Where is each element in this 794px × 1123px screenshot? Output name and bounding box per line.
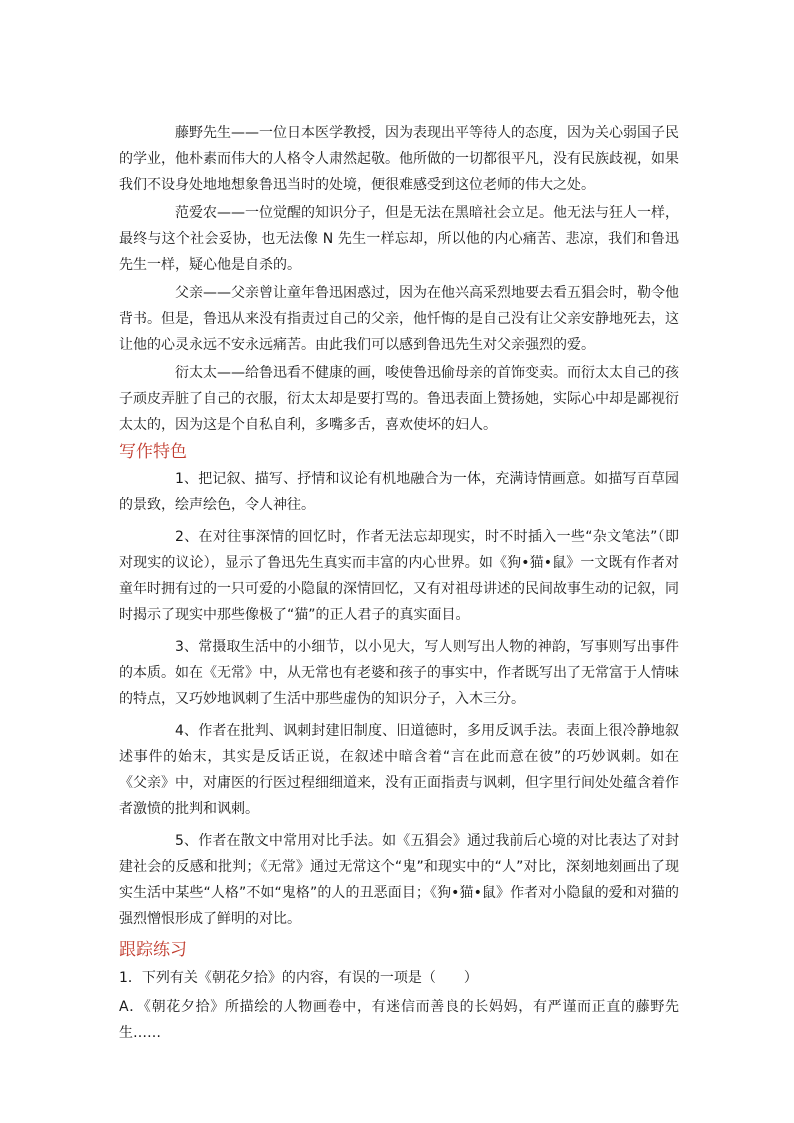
- practice-option-a: A．《朝花夕拾》所描绘的人物画卷中，有迷信而善良的长妈妈，有严谨而正直的藤野先生……: [119, 999, 679, 1041]
- feature-item: 3、常摄取生活中的小细节，以小见大，写人则写出人物的神韵，写事则写出事件的本质。如在《无常》中，从无常也有老婆和孩子的事实中，作者既写出了无常富于人情味的特点，又巧妙地讽刺了生活中那些虚伪的知识分子，入木三分。: [119, 639, 679, 707]
- document-body: [119, 120, 679, 1046]
- feature-item: 2、在对往事深情的回忆时，作者无法忘却现实，时不时插入一些“杂文笔法”（即对现实的议论），显示了鲁迅先生真实而丰富的内心世界。如《狗•猫•鼠》一文既有作者对童年时拥有过的一只可爱的小隐鼠的深情回忆，又有对祖母讲述的民间故事生动的记叙，同时揭示了现实中那些像极了“猫”的正人君子的真实面目。: [119, 529, 679, 623]
- feature-item: 4、作者在批判、讽刺封建旧制度、旧道德时，多用反讽手法。表面上很冷静地叙述事件的始末，其实是反话正说，在叙述中暗含着“言在此而意在彼”的巧妙讽刺。如在《父亲》中，对庸医的行医过程细细道来，没有正面指责与讽刺，但字里行间处处蕴含着作者激愤的批判和讽刺。: [119, 723, 679, 817]
- character-paragraph-fujino: 藤野先生——一位日本医学教授，因为表现出平等待人的态度，因为关心弱国子民的学业，他朴素而伟大的人格令人肃然起敬。他所做的一切都很平凡，没有民族歧视，如果我们不设身处地地想象鲁迅当时的处境，便很难感受到这位老师的伟大之处。: [119, 125, 679, 193]
- character-paragraph-fan-ainong: 范爱农——一位觉醒的知识分子，但是无法在黑暗社会立足。他无法与狂人一样，最终与这个社会妥协，也无法像 N 先生一样忘却，所以他的内心痛苦、悲凉，我们和鲁迅先生一样，疑心他是自杀的。: [119, 205, 679, 273]
- character-paragraph-yan-taitai: 衍太太——给鲁迅看不健康的画，唆使鲁迅偷母亲的首饰变卖。而衍太太自己的孩子顽皮弄脏了自己的衣服，衍太太却是要打骂的。鲁迅表面上赞扬她，实际心中却是鄙视衍太太的，因为这是个自私自利，多嘴多舌，喜欢使坏的妇人。: [119, 365, 679, 433]
- feature-item: 1、把记叙、描写、抒情和议论有机地融合为一体，充满诗情画意。如描写百草园的景致，绘声绘色，令人神往。: [119, 471, 679, 513]
- character-paragraph-father: 父亲——父亲曾让童年鲁迅困惑过，因为在他兴高采烈地要去看五猖会时，勒令他背书。但是，鲁迅从来没有指责过自己的父亲，他忏悔的是自己没有让父亲安静地死去，这让他的心灵永远不安永远痛苦。由此我们可以感到鲁迅先生对父亲强烈的爱。: [119, 285, 679, 353]
- section-title-writing-features: 写作特色: [119, 442, 187, 462]
- section-title-practice: 跟踪练习: [119, 940, 187, 960]
- feature-item: 5、作者在散文中常用对比手法。如《五猖会》通过我前后心境的对比表达了对封建社会的反感和批判；《无常》通过无常这个“鬼”和现实中的“人”对比，深刻地刻画出了现实生活中某些“人格”不如“鬼格”的人的丑恶面目；《狗•猫•鼠》作者对小隐鼠的爱和对猫的强烈憎恨形成了鲜明的对比。: [119, 833, 679, 927]
- practice-question: 1．下列有关《朝花夕拾》的内容，有误的一项是（ ）: [119, 970, 478, 986]
